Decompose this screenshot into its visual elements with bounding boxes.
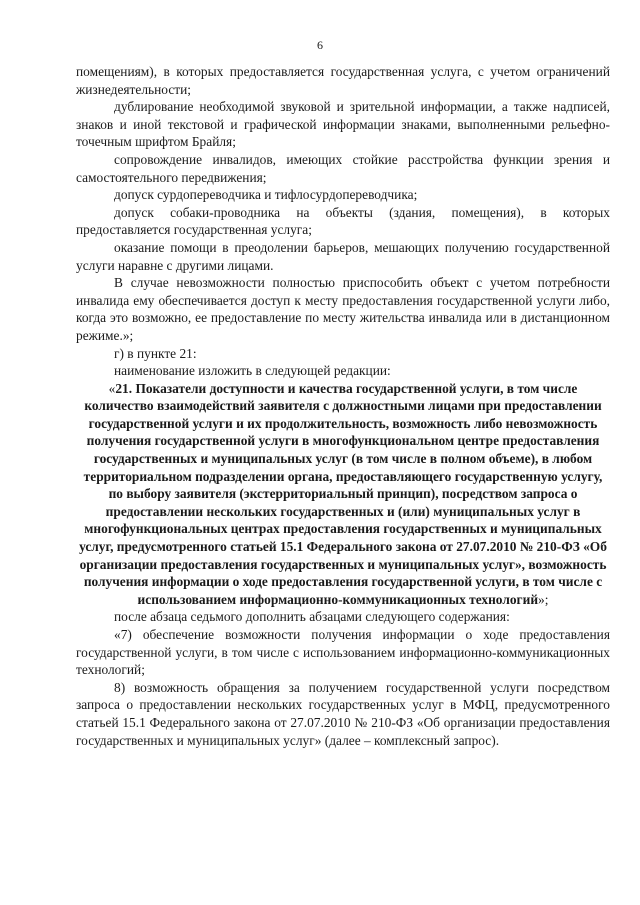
document-body xyxy=(76,63,610,749)
paragraph-premises-continuation: помещениям), в которых предоставляется государственная услуга, с учетом ограничений жизнедеятельности; xyxy=(76,64,610,97)
page-number: 6 xyxy=(317,38,323,52)
paragraph-point-21: г) в пункте 21: xyxy=(114,345,197,361)
section-21-heading xyxy=(76,380,610,609)
paragraph-sign-interpreter: допуск сурдопереводчика и тифлосурдопереводчика; xyxy=(114,187,418,203)
open-quote: « xyxy=(108,380,116,396)
paragraph-add-after-seventh: после абзаца седьмого дополнить абзацами следующего содержания: xyxy=(114,609,510,625)
paragraph-impossibility-case: В случае невозможности полностью приспособить объект с учетом потребности инвалида ему обеспечивается доступ к месту предоставления государственной услуги либо, когда это возможно, ее предоставление по месту жительства инвалида или в дистанционном режиме.»; xyxy=(76,275,610,343)
paragraph-item-8: 8) возможность обращения за получением государственной услуги посредством запроса о предоставлении нескольких государственных услуг в МФЦ, предусмотренного статьей 15.1 Федерального закона от 27.07.2010 № 210-ФЗ «Об организации предоставления государственных и муниципальных услуг» (далее – комплексный запрос). xyxy=(76,679,610,748)
paragraph-barrier-assistance: оказание помощи в преодолении барьеров, мешающих получению государственной услуги наравне с другими лицами. xyxy=(76,239,610,273)
paragraph-duplication-info: дублирование необходимой звуковой и зрительной информации, а также надписей, знаков и иной текстовой и графической информации знаками, выполненными рельефно-точечным шрифтом Брайля; xyxy=(76,99,610,150)
paragraph-escort-disabled: сопровождение инвалидов, имеющих стойкие расстройства функции зрения и самостоятельного передвижения; xyxy=(76,151,610,185)
paragraph-item-7: «7) обеспечение возможности получения информации о ходе предоставления государственной услуги, в том числе с использованием информационно-коммуникационных технологий; xyxy=(76,627,610,678)
close-quote: »; xyxy=(538,591,549,607)
paragraph-guide-dog: допуск собаки-проводника на объекты (здания, помещения), в которых предоставляется государственная услуга; xyxy=(76,204,610,238)
section-21-heading-text: 21. Показатели доступности и качества государственной услуги, в том числе количество взаимодействий заявителя с должностными лицами при предоставлении государственной услуги и их продолжительность, возможность либо невозможность получения государственной услуги в многофункциональном центре предоставления государственных и муниципальных услуг (в том числе в полном объеме), в любом территориальном подразделении органа, предоставляющего государственную услугу, по выбору заявителя (экстерриториальный принцип), посредством запроса о предоставлении нескольких государственных и (или) муниципальных услуг в многофункциональных центрах предоставления государственных и муниципальных услуг, предусмотренного статьей 15.1 Федерального закона от 27.07.2010 № 210-ФЗ «Об организации предоставления государственных и муниципальных услуг», возможность получения информации о ходе предоставления государственной услуги, в том числе с использованием информационно-коммуникационных технологий xyxy=(79,380,607,607)
paragraph-new-wording: наименование изложить в следующей редакции: xyxy=(114,363,391,379)
